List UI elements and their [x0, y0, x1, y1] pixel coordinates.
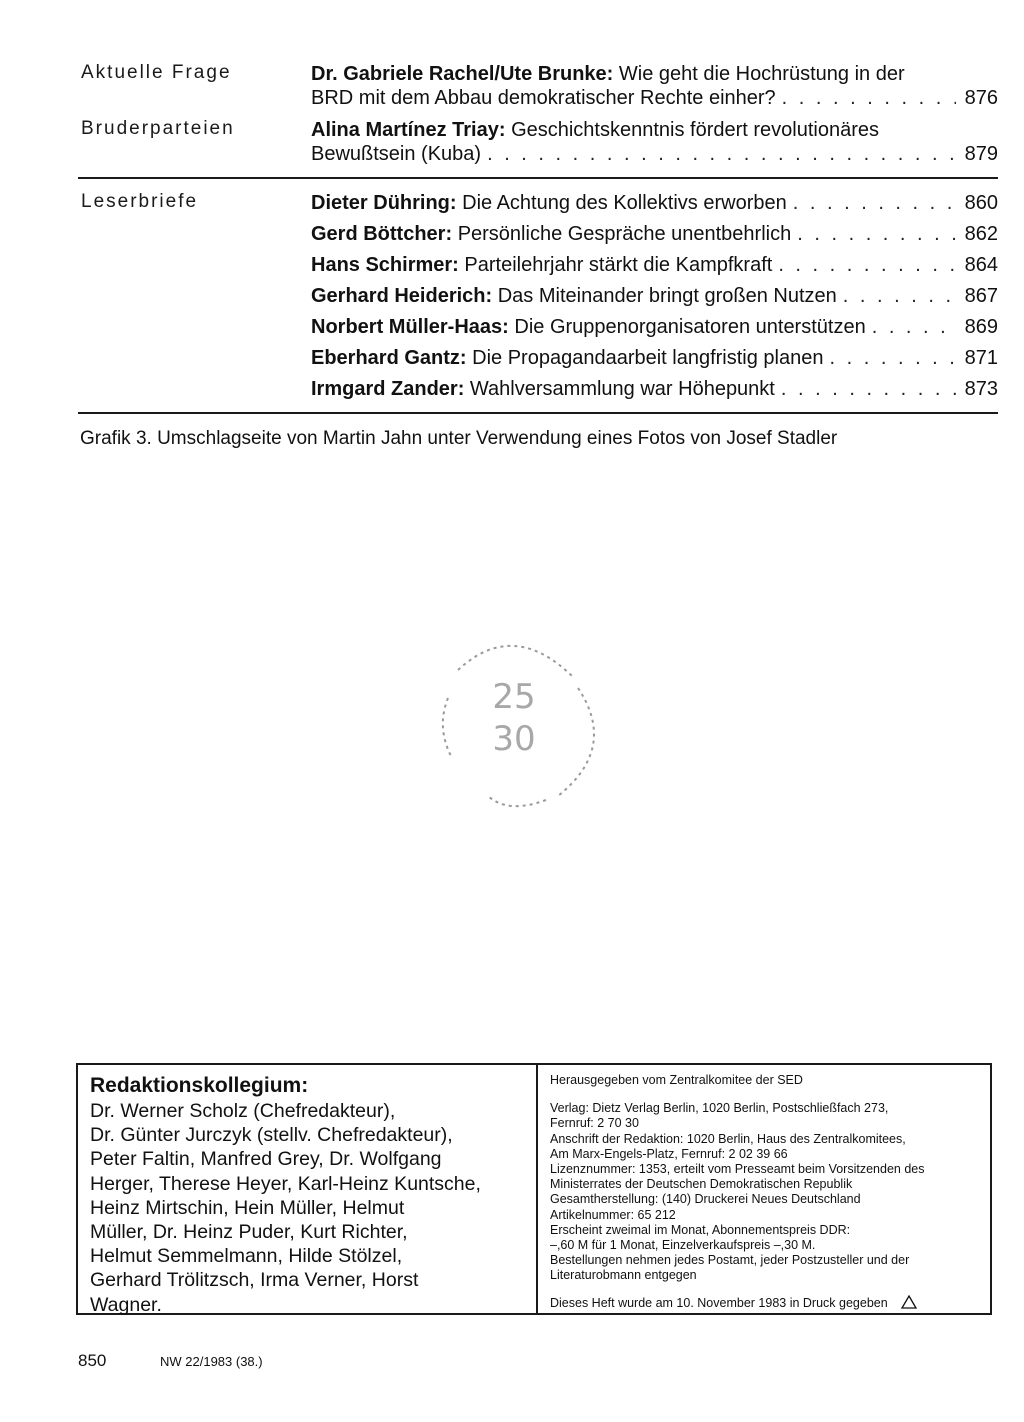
library-stamp — [428, 628, 600, 808]
detail-line: –,60 M für 1 Monat, Einzelverkaufspreis –,30 M. — [550, 1238, 816, 1253]
entry-author: Alina Martínez Triay: — [311, 119, 506, 141]
leader-dots — [778, 253, 956, 277]
section-divider — [78, 177, 998, 179]
print-note: Dieses Heft wurde am 10. November 1983 in Druck gegeben — [550, 1296, 888, 1310]
entry-title-continued: BRD mit dem Abbau demokratischer Rechte einher? — [311, 87, 776, 109]
entry-author: Norbert Müller-Haas: — [311, 316, 509, 338]
section-label: Leserbriefe — [81, 191, 199, 212]
detail-line: Ministerrates der Deutschen Demokratischen Republik — [550, 1177, 853, 1192]
cover-credit: Grafik 3. Umschlagseite von Martin Jahn unter Verwendung eines Fotos von Josef Stadler — [80, 428, 838, 449]
detail-line: Am Marx-Engels-Platz, Fernruf: 2 02 39 66 — [550, 1146, 788, 1161]
entry-page-number: 864 — [964, 254, 998, 276]
detail-line: Artikelnummer: 65 212 — [550, 1207, 676, 1222]
toc-entry — [311, 346, 998, 370]
entry-page-number: 873 — [964, 378, 998, 400]
detail-line: Erscheint zweimal im Monat, Abonnementspreis DDR: — [550, 1222, 851, 1237]
issue-label: NW 22/1983 (38.) — [160, 1354, 263, 1369]
entry-author: Dr. Gabriele Rachel/Ute Brunke: — [311, 63, 614, 85]
detail-line: Literaturobmann entgegen — [550, 1268, 697, 1283]
entry-page-number: 862 — [964, 223, 998, 245]
detail-line: Gesamtherstellung: (140) Druckerei Neues Deutschland — [550, 1192, 861, 1207]
entry-title: Persönliche Gespräche unentbehrlich — [457, 223, 792, 245]
board-member-line: Peter Faltin, Manfred Grey, Dr. Wolfgang — [90, 1148, 442, 1171]
detail-line: Fernruf: 2 70 30 — [550, 1116, 639, 1131]
entry-title: Wahlversammlung war Höhepunkt — [469, 378, 775, 400]
board-member-line: Dr. Werner Scholz (Chefredakteur), — [90, 1100, 396, 1122]
leader-dots — [830, 346, 957, 370]
entry-author: Eberhard Gantz: — [311, 347, 467, 369]
board-member-line: Dr. Günter Jurczyk (stellv. Chefredakteur), — [90, 1124, 453, 1147]
toc-entry — [311, 191, 998, 215]
imprint-divider — [536, 1065, 538, 1313]
entry-page-number: 879 — [964, 143, 998, 165]
leader-dots — [781, 377, 956, 401]
entry-title: Die Gruppenorganisatoren unterstützen — [514, 316, 866, 338]
entry-title: Die Achtung des Kollektivs erworben — [462, 192, 787, 214]
board-member-line: Herger, Therese Heyer, Karl-Heinz Kuntsche, — [90, 1172, 481, 1195]
editorial-board — [90, 1073, 530, 1317]
toc-entry — [311, 118, 998, 166]
entry-page-number: 867 — [964, 285, 998, 307]
board-member-line: Wagner. — [90, 1293, 162, 1316]
detail-line: Bestellungen nehmen jedes Postamt, jeder Postzusteller und der — [550, 1253, 910, 1268]
stamp-line2: 30 — [492, 719, 536, 759]
entry-title: Wie geht die Hochrüstung in der — [618, 63, 905, 85]
board-member-line: Müller, Dr. Heinz Puder, Kurt Richter, — [90, 1221, 408, 1244]
stamp-line1: 25 — [492, 677, 536, 717]
entry-title: Die Propagandaarbeit langfristig planen — [472, 347, 824, 369]
entry-title-continued: Bewußtsein (Kuba) — [311, 143, 482, 165]
entry-title: Parteilehrjahr stärkt die Kampfkraft — [464, 254, 773, 276]
entry-author: Gerhard Heiderich: — [311, 285, 493, 307]
detail-line: Lizenznummer: 1353, erteilt vom Presseamt beim Vorsitzenden des — [550, 1162, 925, 1177]
leader-dots — [872, 315, 956, 339]
entry-page-number: 871 — [964, 347, 998, 369]
section-label: Aktuelle Frage — [81, 62, 232, 83]
leader-dots — [797, 222, 956, 246]
toc-entry — [311, 284, 998, 308]
entry-author: Gerd Böttcher: — [311, 223, 453, 245]
toc-entry — [311, 222, 998, 246]
entry-author: Hans Schirmer: — [311, 254, 459, 276]
entry-page-number: 860 — [964, 192, 998, 214]
publisher-line: Herausgegeben vom Zentralkomitee der SED — [550, 1073, 803, 1087]
triangle-icon — [901, 1295, 917, 1309]
entry-title: Geschichtskenntnis fördert revolutionäres — [511, 119, 880, 141]
leader-dots — [793, 191, 956, 215]
leader-dots — [782, 86, 956, 110]
board-member-line: Helmut Semmelmann, Hilde Stölzel, — [90, 1245, 403, 1268]
entry-title: Das Miteinander bringt großen Nutzen — [497, 285, 837, 307]
leader-dots — [487, 142, 956, 166]
editorial-board-heading: Redaktionskollegium: — [90, 1074, 309, 1097]
leader-dots — [843, 284, 956, 308]
section-divider — [78, 412, 998, 414]
entry-page-number: 876 — [964, 87, 998, 109]
toc-entry — [311, 315, 998, 339]
board-member-line: Gerhard Trölitzsch, Irma Verner, Horst — [90, 1269, 419, 1292]
entry-page-number: 869 — [964, 316, 998, 338]
page-number: 850 — [78, 1351, 107, 1370]
entry-author: Irmgard Zander: — [311, 378, 465, 400]
entry-author: Dieter Dühring: — [311, 192, 457, 214]
toc-entry — [311, 253, 998, 277]
imprint-box — [76, 1063, 992, 1315]
toc-entry — [311, 377, 998, 401]
toc-entry — [311, 62, 998, 110]
section-label: Bruderparteien — [81, 118, 235, 139]
detail-line: Verlag: Dietz Verlag Berlin, 1020 Berlin, Postschließfach 273, — [550, 1101, 889, 1116]
detail-line: Anschrift der Redaktion: 1020 Berlin, Haus des Zentralkomitees, — [550, 1131, 906, 1146]
publishing-details — [550, 1073, 986, 1310]
board-member-line: Heinz Mirtschin, Hein Müller, Helmut — [90, 1196, 405, 1219]
print-note-line — [550, 1295, 986, 1311]
